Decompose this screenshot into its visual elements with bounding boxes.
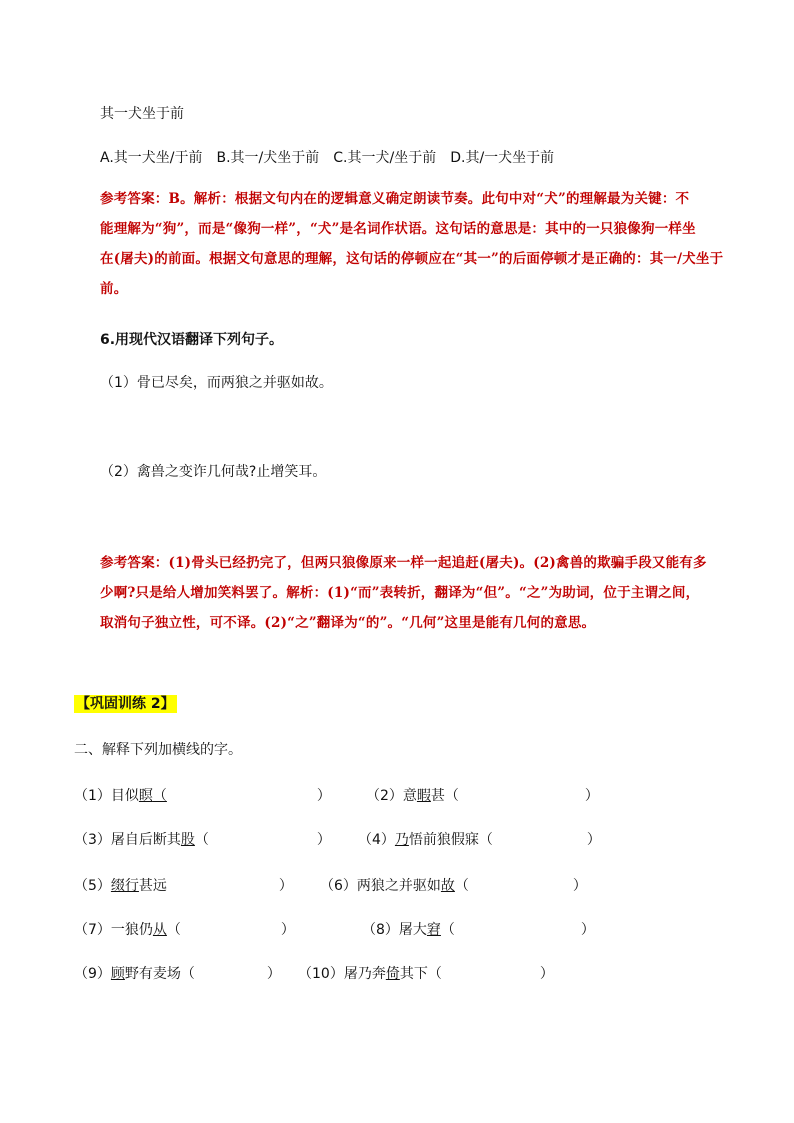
- q6-sentence-1: （1）骨已尽矣，而两狼之并驱如故。: [100, 375, 333, 391]
- answer-line: 前。: [100, 281, 128, 297]
- q5-sentence: 其一犬坐于前: [100, 106, 184, 122]
- answer-line: 参考答案：B。解析：根据文句内在的逻辑意义确定朗读节奏。此句中对“犬”的理解最为关键：不: [100, 191, 690, 207]
- answer-line: 能理解为“狗”，而是“像狗一样”，“犬”是名词作状语。这句话的意思是：其中的一只狼像狗一样坐: [100, 221, 696, 237]
- exercise-item: （1）目似瞑（ ）: [74, 788, 331, 804]
- answer-line: 少啊?只是给人增加笑料罢了。解析：(1)“而”表转折，翻译为“但”。“之”为助词，位于主谓之间，: [100, 585, 700, 601]
- answer-line: 在(屠夫)的前面。根据文句意思的理解，这句话的停顿应在“其一”的后面停顿才是正确的：其一/犬坐于: [100, 251, 724, 267]
- exercise-item: （7）一狼仍从（ ）: [74, 922, 295, 938]
- q6-title: 6.用现代汉语翻译下列句子。: [100, 332, 284, 348]
- q6-answer: [100, 548, 707, 638]
- exercise-item: （10）屠乃奔倚其下（ ）: [298, 966, 554, 982]
- exercise-item: （8）屠大窘（ ）: [362, 922, 595, 938]
- section-badge-wrap: [74, 694, 177, 714]
- section-title: 二、解释下列加横线的字。: [74, 742, 242, 758]
- answer-line: 参考答案：(1)骨头已经扔完了，但两只狼像原来一样一起追赶(屠夫)。(2)禽兽的欺骗手段又能有多: [100, 555, 707, 571]
- q5-options: A.其一犬坐/于前 B.其一/犬坐于前 C.其一犬/坐于前 D.其/一犬坐于前: [100, 150, 555, 166]
- exercise-item: （3）屠自后断其股（ ）: [74, 832, 331, 848]
- q6-sentence-2: （2）禽兽之变诈几何哉?止增笑耳。: [100, 464, 327, 480]
- exercise-item: （2）意暇甚（ ）: [366, 788, 599, 804]
- exercise-item: （4）乃悟前狼假寐（ ）: [358, 832, 601, 848]
- exercise-item: （6）两狼之并驱如故（ ）: [320, 878, 587, 894]
- section-badge: 【巩固训练 2】: [76, 696, 175, 712]
- answer-line: 取消句子独立性，可不译。(2)“之”翻译为“的”。“几何”这里是能有几何的意思。: [100, 615, 596, 631]
- exercise-item: （5）缀行甚远 ）: [74, 878, 293, 894]
- q5-answer: [100, 184, 723, 304]
- exercise-item: （9）顾野有麦场（ ）: [74, 966, 281, 982]
